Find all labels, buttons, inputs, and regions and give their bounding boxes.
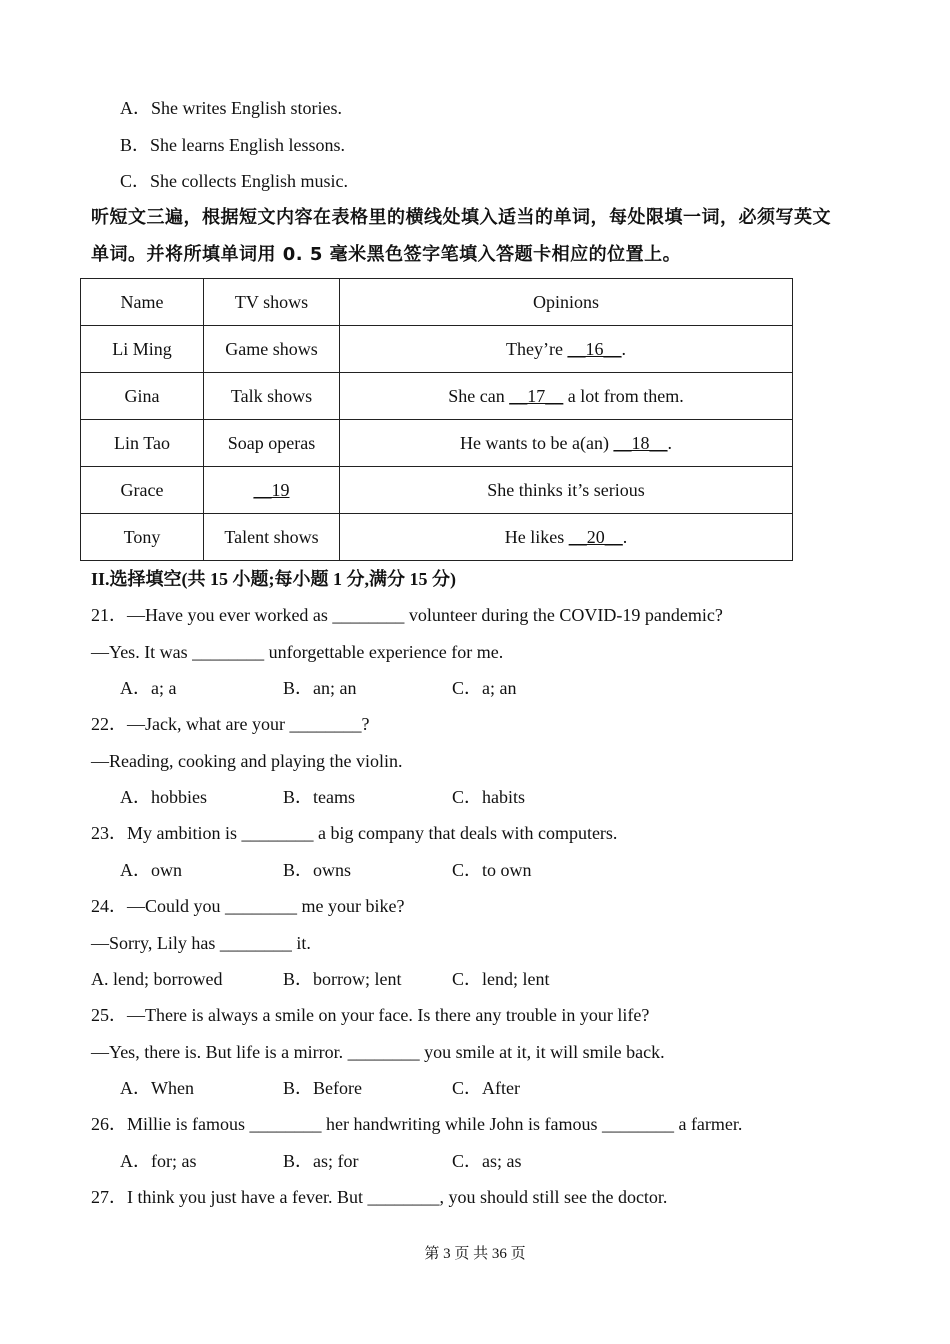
section-2-title: II.选择填空(共 15 小题;每小题 1 分,满分 15 分) xyxy=(91,569,456,589)
header-name: Name xyxy=(81,279,204,326)
q22-option-c: C．habits xyxy=(452,787,526,807)
prev-option-c: C．She collects English music. xyxy=(120,171,348,191)
blank-17: __17__ xyxy=(509,385,564,406)
q25-option-b: B．Before xyxy=(283,1078,362,1098)
q25-stem: 25．—There is always a smile on your face. Is there any trouble in your life? xyxy=(91,1005,650,1025)
q23-stem: 23．My ambition is ________ a big company that deals with computers. xyxy=(91,823,618,843)
prev-option-b: B．She learns English lessons. xyxy=(120,135,345,155)
opinion-text: She can xyxy=(448,385,510,406)
q26-stem: 26．Millie is famous ________ her handwriting while John is famous ________ a farmer. xyxy=(91,1114,743,1134)
cell-show: Game shows xyxy=(204,326,340,373)
q26-option-c: C．as; as xyxy=(452,1151,522,1171)
cell-opinion: She thinks it’s serious xyxy=(340,467,793,514)
table-row xyxy=(81,467,793,514)
q21-stem-2: —Yes. It was ________ unforgettable experience for me. xyxy=(91,642,504,662)
opinion-text: They’re xyxy=(506,338,568,359)
q26-option-a: A．for; as xyxy=(120,1151,197,1171)
cell-show: Talk shows xyxy=(204,373,340,420)
cell-name: Grace xyxy=(81,467,204,514)
blank-16: __16__ xyxy=(567,338,622,359)
cell-name: Lin Tao xyxy=(81,420,204,467)
blank-20: __20__ xyxy=(568,526,623,547)
cell-opinion xyxy=(340,326,793,373)
q21-stem: 21．—Have you ever worked as ________ volunteer during the COVID-19 pandemic? xyxy=(91,605,723,625)
opinion-text-end: . xyxy=(621,338,626,359)
q23-option-c: C．to own xyxy=(452,860,532,880)
q21-option-c: C．a; an xyxy=(452,678,517,698)
q23-option-a: A．own xyxy=(120,860,182,880)
cell-name: Tony xyxy=(81,514,204,561)
prev-option-a: A．She writes English stories. xyxy=(120,98,342,118)
opinion-text-end: . xyxy=(622,526,628,547)
q27-stem: 27．I think you just have a fever. But ________, you should still see the doctor. xyxy=(91,1187,668,1207)
cell-show: Soap operas xyxy=(204,420,340,467)
page-footer: 第 3 页 共 36 页 xyxy=(424,1246,526,1262)
opinion-text: He wants to be a(an) xyxy=(460,432,614,453)
table-row xyxy=(81,420,793,467)
cell-name: Gina xyxy=(81,373,204,420)
opinion-text: He likes xyxy=(504,526,569,547)
table-row xyxy=(81,514,793,561)
q22-stem: 22．—Jack, what are your ________? xyxy=(91,714,370,734)
q24-stem: 24．—Could you ________ me your bike? xyxy=(91,896,405,916)
cell-opinion xyxy=(340,373,793,420)
header-opinions: Opinions xyxy=(340,279,793,326)
q22-stem-2: —Reading, cooking and playing the violin. xyxy=(91,751,403,771)
q22-option-b: B．teams xyxy=(283,787,355,807)
q25-option-a: A．When xyxy=(120,1078,194,1098)
opinion-text-end: a lot from them. xyxy=(563,385,684,406)
table-header-row xyxy=(81,279,793,326)
q21-option-b: B．an; an xyxy=(283,678,357,698)
tv-shows-table xyxy=(80,278,793,561)
q26-option-b: B．as; for xyxy=(283,1151,359,1171)
table-row xyxy=(81,326,793,373)
cell-opinion xyxy=(340,514,793,561)
q24-option-b: B．borrow; lent xyxy=(283,969,402,989)
cell-show xyxy=(204,467,340,514)
q24-option-a: A. lend; borrowed xyxy=(91,969,223,989)
q25-option-c: C．After xyxy=(452,1078,520,1098)
q25-stem-2: —Yes, there is. But life is a mirror. ________ you smile at it, it will smile back. xyxy=(91,1042,665,1062)
q24-stem-2: —Sorry, Lily has ________ it. xyxy=(91,933,311,953)
opinion-text-end: . xyxy=(667,432,672,453)
q21-option-a: A．a; a xyxy=(120,678,177,698)
q22-option-a: A．hobbies xyxy=(120,787,207,807)
header-tv-shows: TV shows xyxy=(204,279,340,326)
q23-option-b: B．owns xyxy=(283,860,352,880)
cell-name: Li Ming xyxy=(81,326,204,373)
cell-opinion xyxy=(340,420,793,467)
instruction-line-1: 听短文三遍，根据短文内容在表格里的横线处填入适当的单词，每处限填一词，必须写英文 xyxy=(91,207,831,228)
instruction-line-2: 单词。并将所填单词用 0. 5 毫米黑色签字笔填入答题卡相应的位置上。 xyxy=(91,244,682,265)
blank-18: __18__ xyxy=(613,432,668,453)
table-row xyxy=(81,373,793,420)
blank-19: __19 xyxy=(253,479,290,500)
q24-option-c: C．lend; lent xyxy=(452,969,550,989)
cell-show: Talent shows xyxy=(204,514,340,561)
